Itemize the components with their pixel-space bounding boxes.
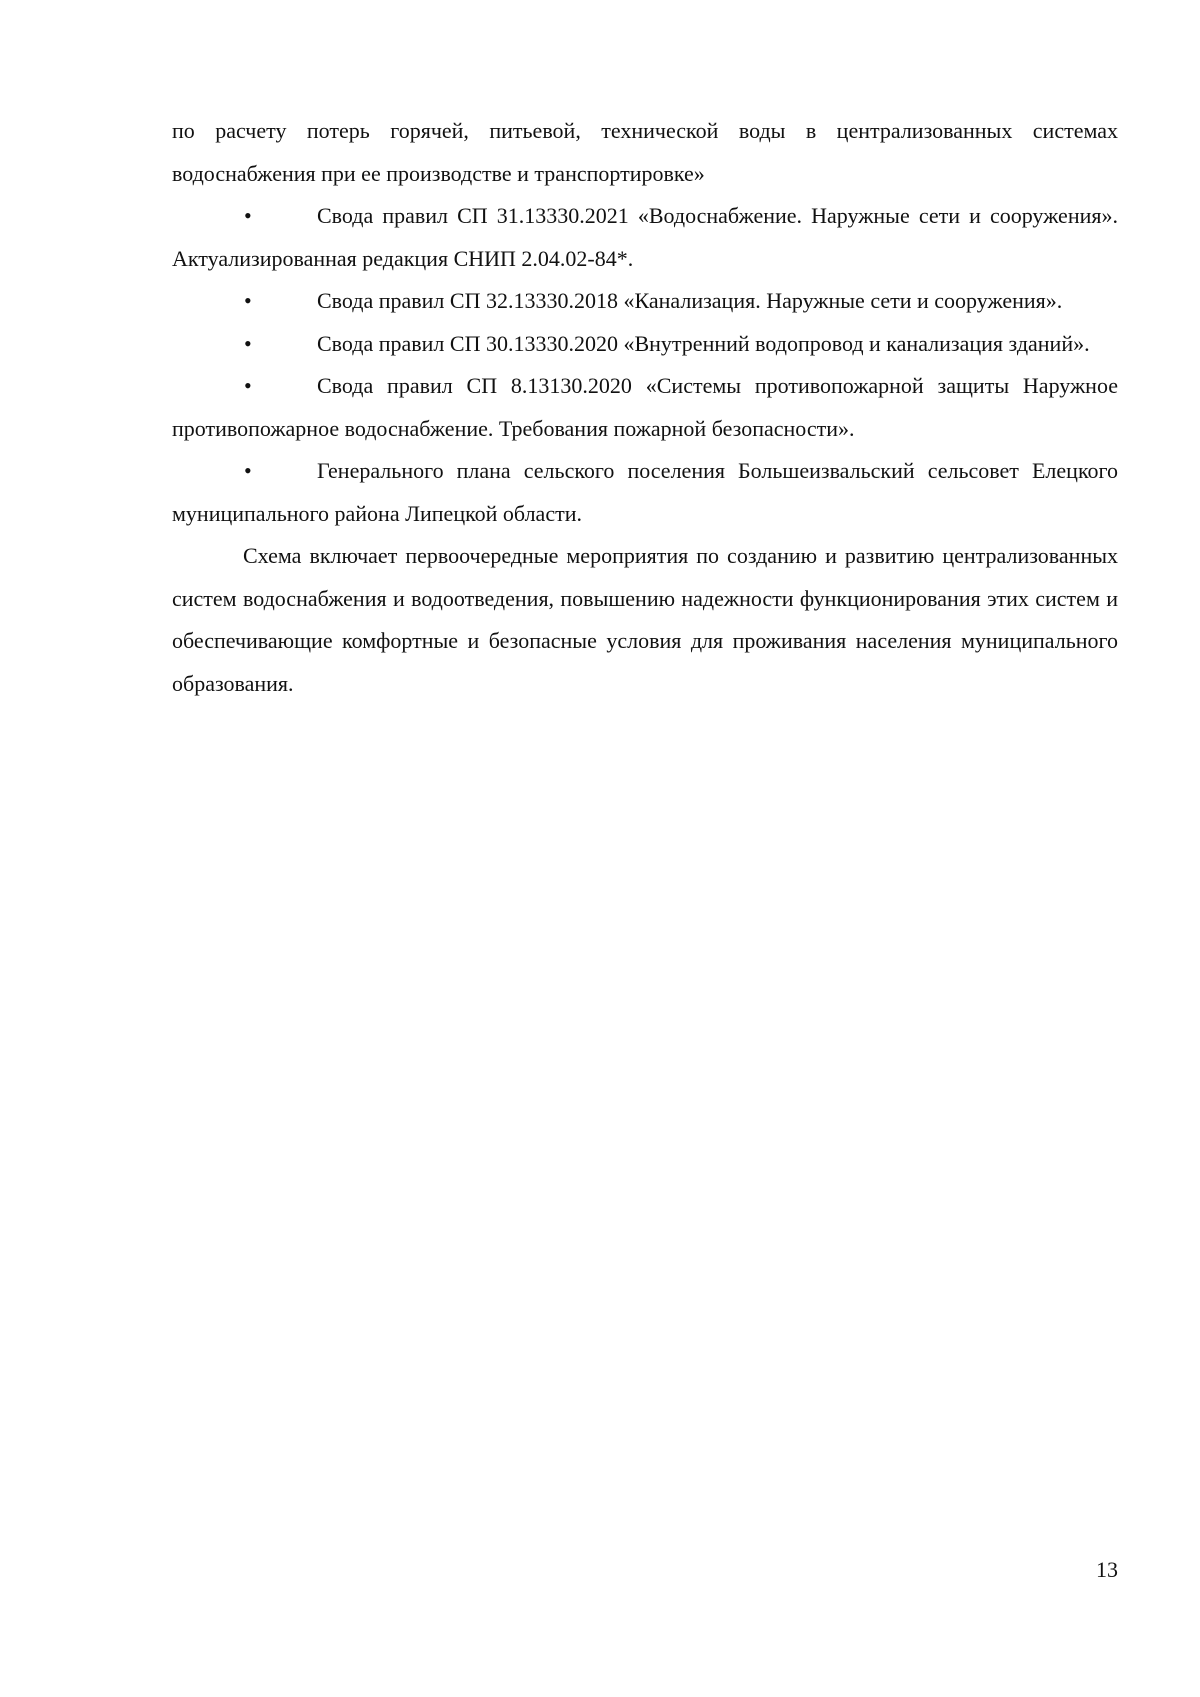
bullet-icon: • — [244, 203, 252, 228]
list-item — [172, 195, 1118, 280]
requirements-list — [172, 195, 1118, 535]
list-item — [172, 280, 1118, 323]
list-item-text: Свода правил СП 32.13330.2018 «Канализация. Наружные сети и сооружения». — [317, 288, 1063, 313]
opening-paragraph: по расчету потерь горячей, питьевой, технической воды в централизованных системах водоснабжения при ее производстве и транспортировке» — [172, 118, 1118, 186]
list-item — [172, 365, 1118, 450]
list-item-text: Свода правил СП 8.13130.2020 «Системы противопожарной защиты Наружное противопожарное водоснабжение. Требования пожарной безопасности». — [172, 373, 1118, 441]
bullet-icon: • — [244, 458, 252, 483]
list-item-text: Свода правил СП 30.13330.2020 «Внутренний водопровод и канализация зданий». — [317, 330, 1090, 356]
closing-paragraph: Схема включает первоочередные мероприятия по созданию и развитию централизованных систем водоснабжения и водоотведения, повышению надежности функционирования этих систем и обеспечивающие комфортные и безопасные условия для проживания населения муниципального образования. — [172, 543, 1118, 696]
list-item — [172, 323, 1118, 366]
bullet-icon: • — [244, 330, 252, 356]
bullet-icon: • — [244, 288, 252, 313]
page-number: 13 — [1096, 1557, 1118, 1582]
document-body — [172, 110, 1118, 705]
list-item — [172, 450, 1118, 535]
list-item-text: Свода правил СП 31.13330.2021 «Водоснабжение. Наружные сети и сооружения». Актуализированная редакция СНИП 2.04.02-84*. — [172, 203, 1118, 271]
bullet-icon: • — [244, 373, 252, 398]
list-item-text: Генерального плана сельского поселения Большеизвальский сельсовет Елецкого муниципального района Липецкой области. — [172, 458, 1118, 526]
